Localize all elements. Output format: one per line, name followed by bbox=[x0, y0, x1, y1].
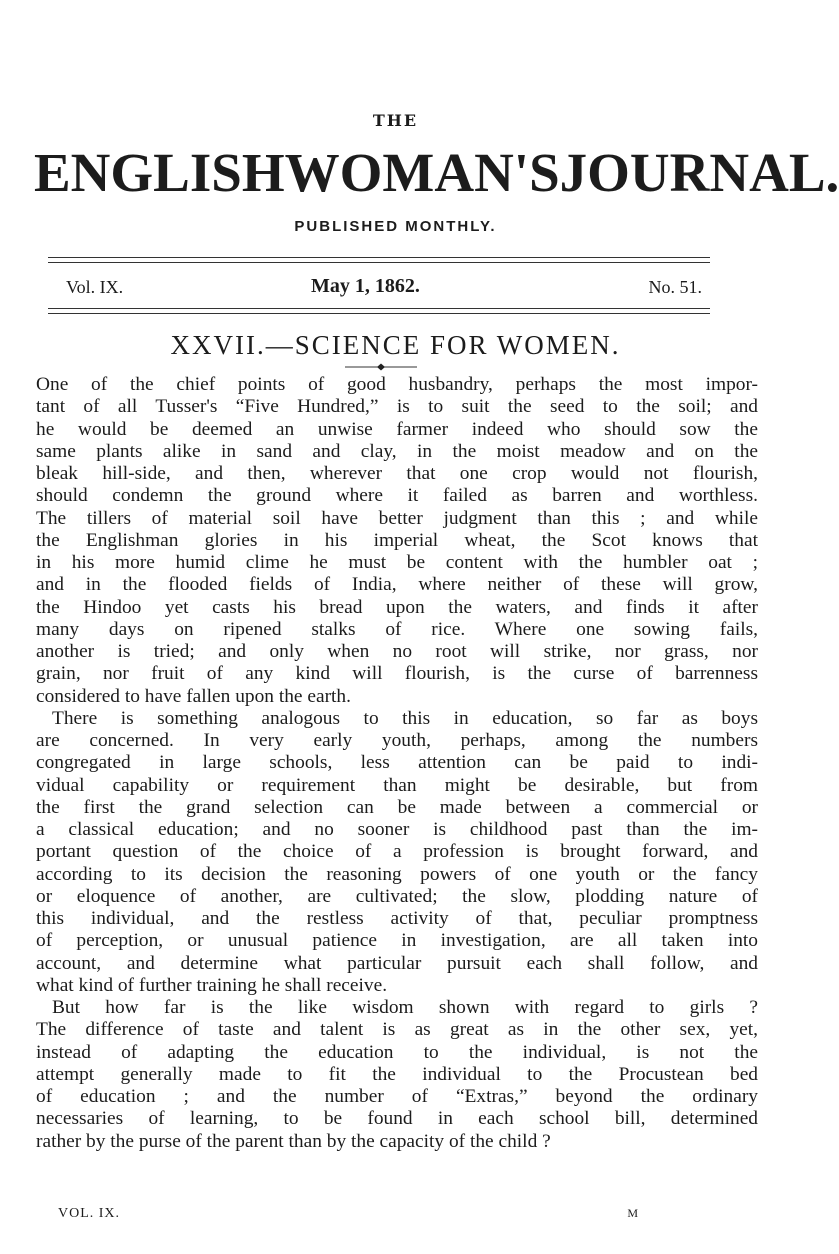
text-line: same plants alike in sand and clay, in the moist meadow and on the bbox=[36, 440, 758, 462]
text-line: should condemn the ground where it failed as barren and worthless. bbox=[36, 485, 758, 507]
journal-title-word-3: JOURNAL. bbox=[559, 142, 839, 203]
text-line: vidual capability or requirement than might be desirable, but from bbox=[36, 774, 758, 796]
text-line: The tillers of material soil have better judgment than this ; and while bbox=[36, 507, 758, 529]
article-body bbox=[36, 374, 758, 1153]
header-rule-top-inner bbox=[48, 262, 710, 263]
journal-subtitle: PUBLISHED MONTHLY. bbox=[294, 218, 497, 235]
text-line: he would be deemed an unwise farmer indeed who should sow the bbox=[36, 418, 758, 440]
text-line: The difference of taste and talent is as great as in the other sex, yet, bbox=[36, 1019, 758, 1041]
text-line: many days on ripened stalks of rice. Where one sowing fails, bbox=[36, 618, 758, 640]
text-line: grain, nor fruit of any kind will flourish, is the curse of barrenness bbox=[36, 663, 758, 685]
issue-number: No. 51. bbox=[648, 277, 702, 297]
text-line: bleak hill-side, and then, wherever that one crop would not flourish, bbox=[36, 463, 758, 484]
masthead-the: THE bbox=[372, 111, 419, 130]
text-line: account, and determine what particular pursuit each shall follow, and bbox=[36, 952, 758, 974]
text-line: congregated in large schools, less attention can be paid to indi- bbox=[36, 752, 758, 774]
text-line: of education ; and the number of “Extras,” beyond the ordinary bbox=[36, 1086, 758, 1107]
article-title: XXVII.—SCIENCE FOR WOMEN. bbox=[170, 330, 621, 360]
signature-mark: M bbox=[627, 1206, 638, 1220]
text-line: what kind of further training he shall receive. bbox=[36, 974, 388, 996]
text-line: But how far is the like wisdom shown with regard to girls ? bbox=[52, 997, 758, 1018]
journal-title bbox=[34, 142, 839, 203]
header-rule-bottom-inner bbox=[48, 313, 710, 314]
text-line: rather by the purse of the parent than by the capacity of the child ? bbox=[36, 1130, 551, 1152]
diamond-ornament-icon bbox=[345, 363, 417, 371]
text-line: attempt generally made to fit the individual to the Procustean bed bbox=[36, 1063, 758, 1085]
volume-label: Vol. IX. bbox=[66, 277, 124, 297]
text-line: a classical education; and no sooner is childhood past than the im- bbox=[36, 819, 758, 840]
text-line: the Hindoo yet casts his bread upon the waters, and finds it after bbox=[36, 596, 758, 618]
text-line: of perception, or unusual patience in investigation, are all taken into bbox=[36, 930, 758, 952]
journal-title-word-1: ENGLISH bbox=[34, 142, 285, 203]
issue-date: May 1, 1862. bbox=[311, 275, 420, 297]
footer-volume: VOL. IX. bbox=[58, 1206, 121, 1221]
text-line: the first the grand selection can be made between a commercial or bbox=[36, 796, 758, 818]
text-line: according to its decision the reasoning powers of one youth or the fancy bbox=[36, 863, 758, 885]
journal-title-word-2: WOMAN'S bbox=[284, 142, 560, 203]
text-line: There is something analogous to this in education, so far as boys bbox=[52, 707, 758, 729]
text-line: this individual, and the restless activity of that, peculiar promptness bbox=[36, 908, 758, 929]
text-line: One of the chief points of good husbandry, perhaps the most impor- bbox=[36, 374, 758, 395]
text-line: another is tried; and only when no root will strike, nor grass, nor bbox=[36, 641, 758, 662]
text-line: considered to have fallen upon the earth. bbox=[36, 685, 351, 707]
text-line: in his more humid clime he must be content with the humbler oat ; bbox=[36, 552, 758, 573]
text-line: portant question of the choice of a profession is brought forward, and bbox=[36, 841, 758, 863]
text-line: and in the flooded fields of India, where neither of these will grow, bbox=[36, 574, 758, 596]
text-line: are concerned. In very early youth, perhaps, among the numbers bbox=[36, 730, 758, 751]
header-rule-bottom bbox=[48, 308, 710, 309]
header-rule-top bbox=[48, 257, 710, 258]
text-line: tant of all Tusser's “Five Hundred,” is to suit the seed to the soil; and bbox=[36, 396, 758, 418]
text-line: or eloquence of another, are cultivated; the slow, plodding nature of bbox=[36, 885, 758, 907]
text-line: necessaries of learning, to be found in each school bill, determined bbox=[36, 1108, 758, 1130]
text-line: instead of adapting the education to the individual, is not the bbox=[36, 1041, 758, 1063]
text-line: the Englishman glories in his imperial wheat, the Scot knows that bbox=[36, 529, 758, 551]
